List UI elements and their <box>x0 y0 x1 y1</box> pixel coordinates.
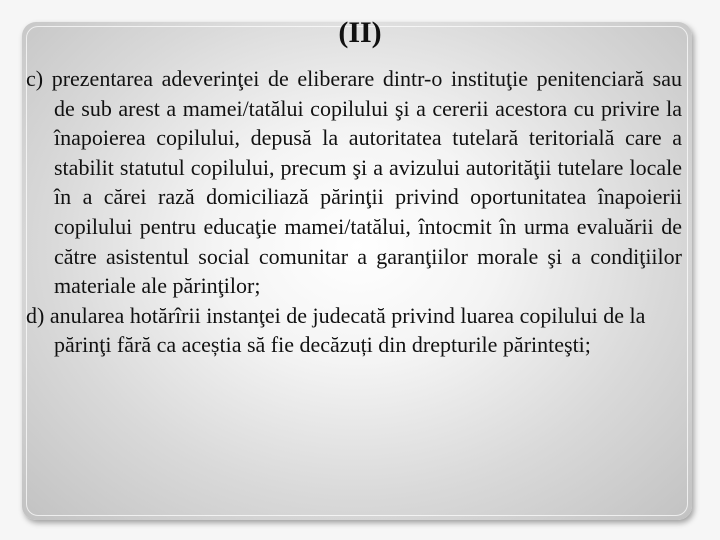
item-marker-c: c) <box>26 66 44 91</box>
item-marker-d: d) <box>26 302 45 328</box>
slide-body <box>26 64 682 360</box>
list-item-d <box>26 301 682 360</box>
item-text-d: anularea hotărîrii instanţei de judecată privind luarea copilului de la părinţi fără ca aceștia să fie decăzuți din drepturile părinteşti; <box>49 302 646 358</box>
slide-title: (II) <box>338 16 382 49</box>
list-item-c <box>26 64 682 301</box>
item-text-c: prezentarea adeverinţei de eliberare dintr-o instituţie penitenciară sau de sub arest a mamei/tatălui copilului şi a cererii acestora cu privire la înapoierea copilului, depusă la autoritatea tutelară teritorială care a stabilit statutul copilului, precum şi a avizului autorităţii tutelare locale în a cărei rază domiciliază părinţii privind oportunitatea înapoierii copilului pentru educaţie mamei/tatălui, întocmit în urma evaluării de către asistentul social comunitar a garanţiilor morale şi a condiţiilor materiale ale părinţilor; <box>51 66 682 299</box>
